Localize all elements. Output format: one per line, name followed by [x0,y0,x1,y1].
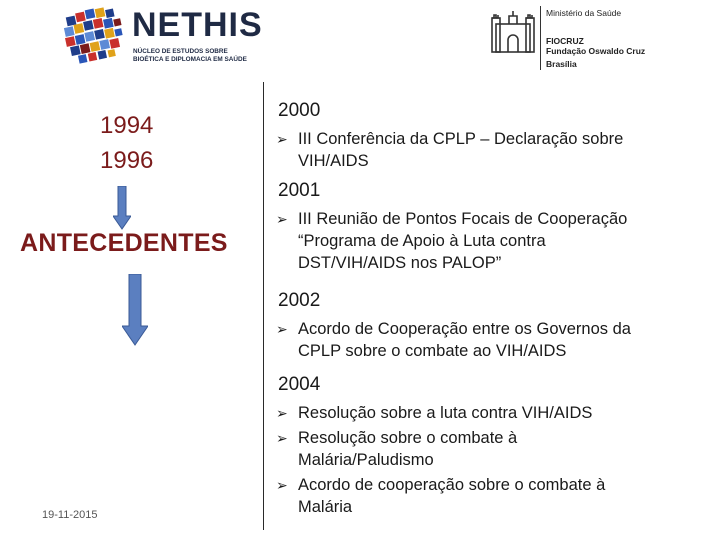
nethis-logo [60,4,263,68]
nethis-subtitle-line2: BIOÉTICA E DIPLOMACIA EM SAÚDE [133,56,247,63]
arrow-down-icon [122,274,148,346]
antecedentes-heading: ANTECEDENTES [20,229,228,257]
fiocruz-city: Brasília [546,59,577,69]
timeline-bullet [276,128,676,172]
bullet-line: Resolução sobre o combate à [298,429,518,447]
bullet-line: Acordo de Cooperação entre os Governos da [298,320,631,338]
timeline-bullet [276,427,676,471]
timeline-year: 2002 [278,290,321,311]
timeline-year: 2000 [278,100,321,121]
nethis-subtitle-line1: NÚCLEO DE ESTUDOS SOBRE [133,48,228,55]
bullet-line: Resolução sobre a luta contra VIH/AIDS [298,404,593,422]
timeline-year: 2001 [278,180,321,201]
fiocruz-name-line2: Fundação Oswaldo Cruz [546,46,646,56]
timeline-bullet [276,318,676,362]
fiocruz-name-line1: FIOCRUZ [546,36,584,46]
bullet-arrow-icon: ➢ [276,430,288,446]
bullet-arrow-icon: ➢ [276,321,288,337]
timeline-bullet [276,402,676,424]
timeline-year: 2004 [278,374,321,395]
fiocruz-logo [486,4,686,74]
bullet-line: III Reunião de Pontos Focais de Cooperação [298,210,628,228]
nethis-wordmark: NETHIS [132,6,263,44]
fiocruz-castle-icon [490,10,536,54]
nethis-mosaic-icon [60,4,128,66]
bullet-line: III Conferência da CPLP – Declaração sobre [298,130,624,148]
fiocruz-divider [540,6,541,70]
bullet-line: Malária/Paludismo [298,451,434,469]
left-year-1996: 1996 [100,147,154,174]
bullet-line: Acordo de cooperação sobre o combate à [298,476,606,494]
bullet-arrow-icon: ➢ [276,405,288,421]
timeline-bullet [276,474,676,518]
bullet-line: VIH/AIDS [298,152,369,170]
fiocruz-ministry: Ministério da Saúde [546,8,622,18]
bullet-arrow-icon: ➢ [276,477,288,493]
arrow-down-icon [113,186,131,230]
left-year-1994: 1994 [100,112,154,139]
footer-date: 19-11-2015 [42,509,98,521]
bullet-arrow-icon: ➢ [276,131,288,147]
timeline-bullet [276,208,676,274]
bullet-line: DST/VIH/AIDS nos PALOP” [298,254,502,272]
bullet-line: “Programa de Apoio à Luta contra [298,232,546,250]
bullet-line: CPLP sobre o combate ao VIH/AIDS [298,342,567,360]
column-separator [263,82,264,530]
bullet-line: Malária [298,498,353,516]
bullet-arrow-icon: ➢ [276,211,288,227]
